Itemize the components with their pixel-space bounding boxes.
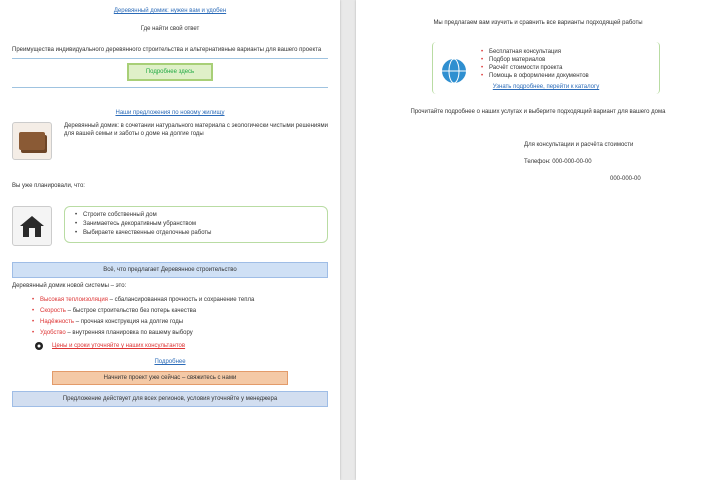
box-caption: Вы уже планировали, что: — [12, 183, 85, 189]
contact-line: Для консультации и расчёта стоимости — [524, 142, 634, 148]
note-row — [34, 341, 328, 351]
contact-phone: Телефон: 000-000-00-00 — [524, 159, 592, 165]
info-item: • Бесплатная консультация — [481, 48, 651, 56]
divider — [12, 87, 328, 88]
page-title: Деревянный домик: нужен вам и удобен — [113, 8, 227, 14]
checklist-item: • Занимаетесь декоративным убранством — [75, 220, 317, 229]
checklist-row — [12, 206, 328, 246]
subtitle: Где найти свой ответ — [140, 26, 200, 32]
info-item: • Подбор материалов — [481, 56, 651, 64]
house-icon — [12, 206, 52, 246]
page-left — [0, 0, 340, 480]
wood-icon — [12, 122, 52, 160]
globe-icon — [441, 58, 467, 84]
catalog-link[interactable]: Узнать подробнее, перейти к каталогу — [492, 84, 600, 90]
intro-paragraph: Преимущества индивидуального деревянного строительства и альтернативные варианты для вашего проекта — [12, 47, 322, 53]
info-item: • Расчёт стоимости проекта — [481, 64, 651, 72]
feature-item: • Удобство – внутренняя планировка по вашему выбору — [32, 329, 328, 337]
gear-icon — [34, 341, 44, 351]
right-paragraph: Прочитайте подробнее о наших услугах и выберите подходящий вариант для вашего дома — [410, 109, 666, 115]
note-link[interactable]: Цены и сроки уточняйте у наших консультантов — [52, 343, 186, 349]
feature-item: • Надёжность – прочная конструкция на долгие годы — [32, 318, 328, 326]
info-block — [432, 42, 660, 94]
checklist-box — [64, 206, 328, 243]
right-heading: Мы предлагаем вам изучить и сравнить все варианты подходящей работы — [433, 20, 643, 26]
page-right — [356, 0, 720, 480]
features-heading: Всё, что предлагает Деревянное строительство — [12, 262, 328, 278]
divider — [12, 58, 328, 59]
wood-paragraph: Деревянный домик: в сочетании натурального материала с экологически чистыми решениями для вашей семьи и заботы о доме на долгие годы — [64, 123, 328, 137]
features-list — [32, 296, 328, 337]
info-item: • Помощь в оформлении документов — [481, 72, 651, 80]
wood-row — [12, 122, 328, 160]
feature-item: • Высокая теплоизоляция – сбалансированная прочность и сохранение тепла — [32, 296, 328, 304]
checklist-item: • Выбираете качественные отделочные работы — [75, 229, 317, 238]
section-link[interactable]: Наши предложения по новому жилищу — [115, 110, 225, 116]
features-intro: Деревянный домик новой системы – это: — [12, 283, 127, 289]
cta-bar[interactable]: Начните проект уже сейчас – свяжитесь с нами — [52, 371, 288, 385]
more-link[interactable]: Подробнее — [154, 359, 186, 365]
footer-bar: Предложение действует для всех регионов, условия уточняйте у менеджера — [12, 391, 328, 407]
cta-button[interactable]: Подробнее здесь — [127, 63, 213, 81]
feature-item: • Скорость – быстрое строительство без потерь качества — [32, 307, 328, 315]
contact-extra: 000-000-00 — [610, 176, 641, 182]
checklist-item: • Строите собственный дом — [75, 211, 317, 220]
